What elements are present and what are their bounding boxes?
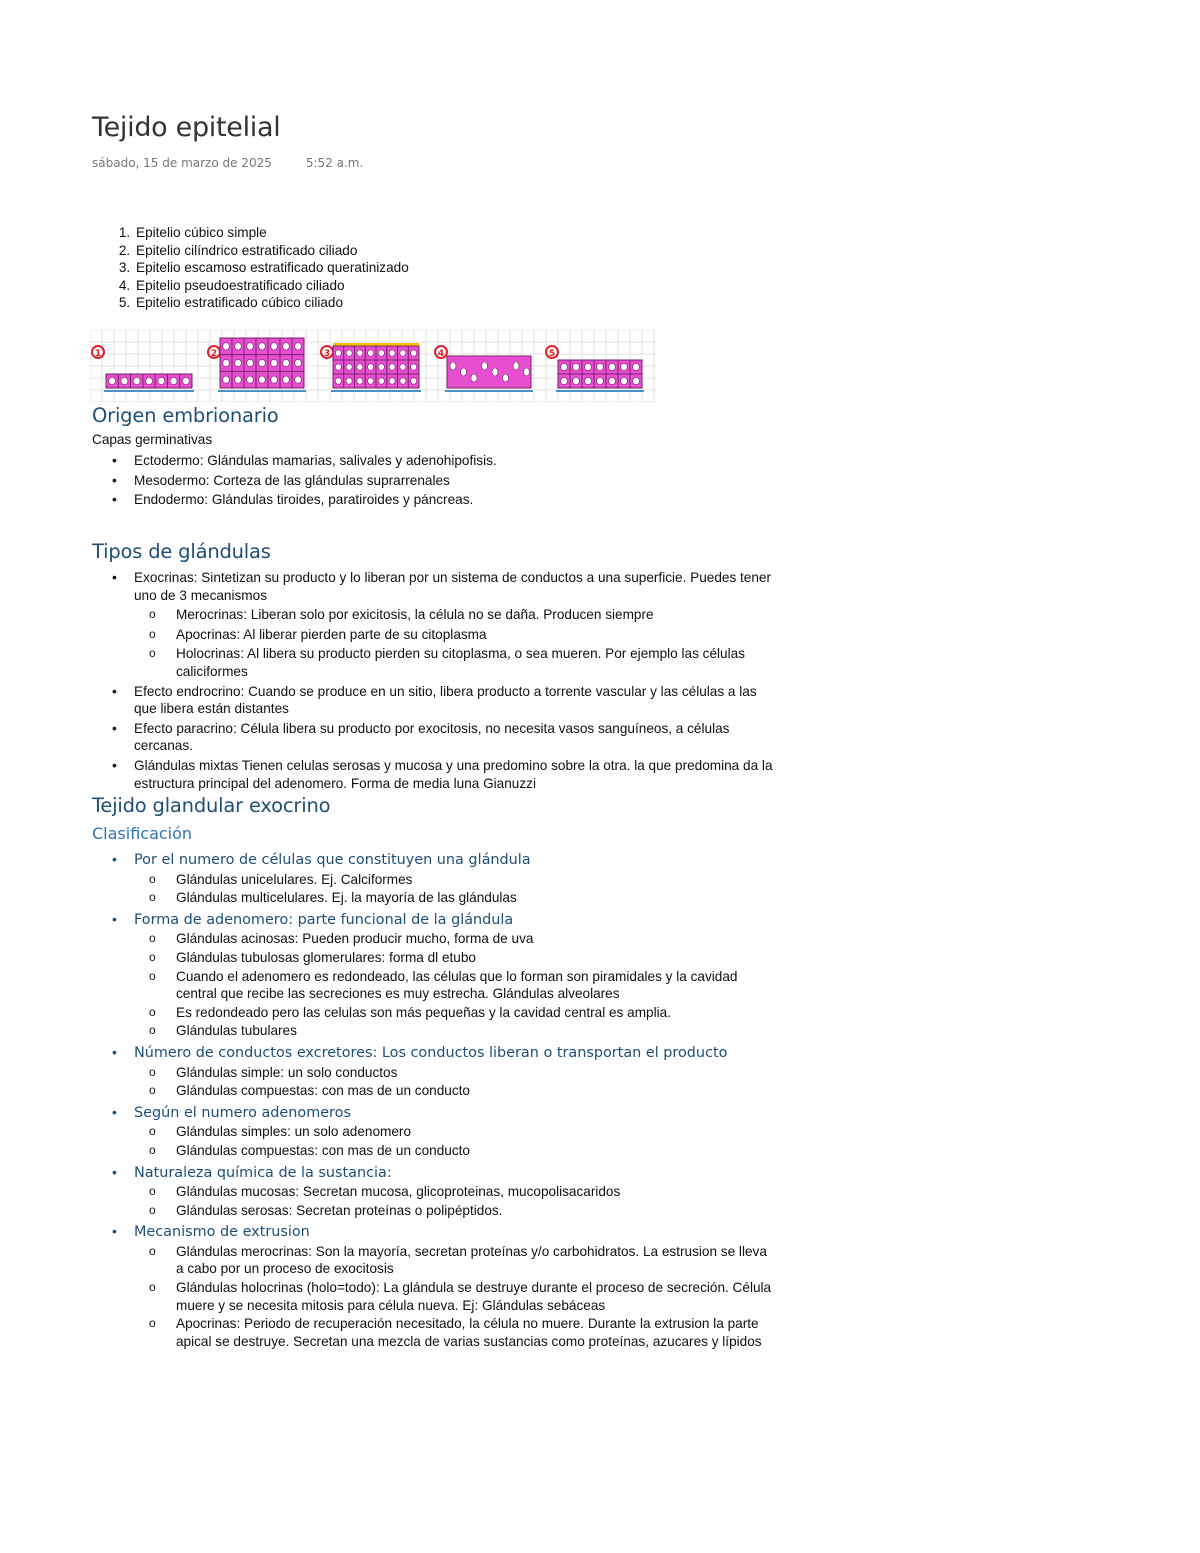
- list-item: • Glándulas mixtas Tienen celulas serosas y mucosa y una predomino sobre la otra. la que predomina da la estructura principal del adenomero. Forma de media luna Gianuzzi: [134, 757, 774, 792]
- sublist-item: o Holocrinas: Al libera su producto pierden su citoplasma, o sea mueren. Por ejemplo las células caliciformes: [176, 645, 774, 680]
- sublist-item: o Es redondeado pero las celulas son más pequeñas y la cavidad central es amplia.: [176, 1004, 774, 1022]
- cell-nucleus: [235, 343, 242, 350]
- page-date: sábado, 15 de marzo de 2025: [92, 156, 272, 170]
- page-timestamp: [92, 156, 363, 170]
- sublist-item: o Apocrinas: Periodo de recuperación necesitado, la célula no muere. Durante la extrusion la parte apical se destruye. Secretan una mezcla de varias sustancias como proteínas, azucares y lípidos: [176, 1315, 774, 1350]
- cell-nucleus: [389, 350, 395, 356]
- figure-marker-label: 5: [548, 349, 556, 359]
- cell-nucleus: [223, 376, 230, 383]
- sublist-item: o Glándulas serosas: Secretan proteínas o polipéptidos.: [176, 1202, 774, 1220]
- page-title: Tejido epitelial: [92, 112, 281, 143]
- group-title: Número de conductos excretores: Los conductos liberan o transportan el producto: [134, 1044, 728, 1061]
- cell-nucleus: [335, 350, 341, 356]
- cell-nucleus: [609, 363, 616, 370]
- cell-nucleus: [524, 368, 530, 376]
- cell-nucleus: [400, 378, 406, 384]
- cell-nucleus: [259, 376, 266, 383]
- cell-nucleus: [471, 374, 477, 382]
- cell-nucleus: [235, 359, 242, 366]
- sublist-item: o Glándulas merocrinas: Son la mayoría, secretan proteínas y/o carbohidratos. La estrusion se lleva a cabo por un proceso de exocitosis: [176, 1243, 774, 1278]
- cell-nucleus: [346, 350, 352, 356]
- sublist-item: o Glándulas simple: un solo conductos: [176, 1064, 774, 1082]
- list-item: • Efecto endrocrino: Cuando se produce en un sitio, libera producto a torrente vascular y las células a las que libera están distantes: [134, 683, 774, 718]
- cell-nucleus: [411, 378, 417, 384]
- cell-nucleus: [283, 343, 290, 350]
- sublist: [134, 930, 774, 1040]
- cell-nucleus: [461, 368, 467, 376]
- sublist-item: o Glándulas tubulosas glomerulares: forma dl etubo: [176, 949, 774, 967]
- cell-nucleus: [335, 364, 341, 370]
- group-title: Mecanismo de extrusion: [134, 1224, 310, 1241]
- cell-nucleus: [585, 363, 592, 370]
- heading-clasificacion: Clasificación: [92, 824, 193, 843]
- cell-nucleus: [295, 359, 302, 366]
- cell-nucleus: [368, 364, 374, 370]
- cell-nucleus: [597, 363, 604, 370]
- figure-marker-label: 3: [323, 349, 331, 359]
- sublist-item: o Glándulas compuestas: con mas de un conducto: [176, 1082, 774, 1100]
- list-item: [134, 1223, 774, 1350]
- list-item: 3. Epitelio escamoso estratificado queratinizado: [134, 259, 409, 277]
- mecanismos-sublist: [134, 606, 774, 680]
- cell-nucleus: [378, 364, 384, 370]
- cell-nucleus: [346, 364, 352, 370]
- cell-nucleus: [609, 377, 616, 384]
- cell-nucleus: [400, 350, 406, 356]
- cell-nucleus: [482, 362, 488, 370]
- sublist: [134, 1064, 774, 1100]
- heading-origen: Origen embrionario: [92, 404, 279, 427]
- group-title: Por el numero de células que constituyen una glándula: [134, 852, 531, 868]
- sublist-item: o Glándulas multicelulares. Ej. la mayoría de las glándulas: [176, 889, 774, 907]
- cell-nucleus: [121, 377, 128, 384]
- cell-nucleus: [450, 362, 456, 370]
- figure-marker-label: 1: [94, 349, 102, 359]
- cell-nucleus: [235, 376, 242, 383]
- sublist-item: o Merocrinas: Liberan solo por exicitosis, la célula no se daña. Producen siempre: [176, 606, 774, 624]
- germ-layers-label: Capas germinativas: [92, 432, 213, 447]
- epithelia-numbered-list: [96, 224, 409, 312]
- cell-nucleus: [633, 363, 640, 370]
- group-title: Naturaleza química de la sustancia:: [134, 1164, 392, 1181]
- cell-nucleus: [283, 376, 290, 383]
- cell-nucleus: [259, 359, 266, 366]
- list-item: [134, 1104, 774, 1160]
- sublist-item: o Glándulas holocrinas (holo=todo): La glándula se destruye durante el proceso de secreción. Célula muere y se necesita mitosis para célula nueva. Ej: Glándulas sebáceas: [176, 1279, 774, 1314]
- list-item: [134, 911, 774, 1040]
- cell-nucleus: [357, 378, 363, 384]
- cell-nucleus: [133, 377, 140, 384]
- heading-tipos: Tipos de glándulas: [92, 540, 271, 563]
- list-item: [134, 1164, 774, 1220]
- cell-nucleus: [368, 350, 374, 356]
- heading-exocrino: Tejido glandular exocrino: [92, 794, 331, 817]
- sublist-item: o Glándulas compuestas: con mas de un conducto: [176, 1142, 774, 1160]
- sublist: [134, 1243, 774, 1351]
- cell-nucleus: [561, 377, 568, 384]
- sublist-item: o Glándulas simples: un solo adenomero: [176, 1123, 774, 1141]
- cell-nucleus: [283, 359, 290, 366]
- list-item: • Efecto paracrino: Célula libera su producto por exocitosis, no necesita vasos sanguíneos, a células cercanas.: [134, 720, 774, 755]
- exocrinas-text: Exocrinas: Sintetizan su producto y lo liberan por un sistema de conductos a una superficie. Puedes tener uno de 3 mecanismos: [134, 570, 772, 603]
- cell-nucleus: [621, 363, 628, 370]
- figure-marker-label: 4: [437, 349, 445, 359]
- cell-nucleus: [271, 343, 278, 350]
- list-item: 2. Epitelio cilíndrico estratificado ciliado: [134, 242, 409, 260]
- list-item: [134, 569, 774, 681]
- cell-nucleus: [621, 377, 628, 384]
- cell-nucleus: [170, 377, 177, 384]
- cell-nucleus: [247, 359, 254, 366]
- sublist-item: o Glándulas mucosas: Secretan mucosa, glicoproteinas, mucopolisacaridos: [176, 1183, 774, 1201]
- cell-nucleus: [247, 343, 254, 350]
- cell-nucleus: [411, 350, 417, 356]
- list-item: • Endodermo: Glándulas tiroides, paratiroides y páncreas.: [134, 491, 497, 509]
- cell-nucleus: [158, 377, 165, 384]
- sublist: [134, 871, 774, 907]
- cell-nucleus: [247, 376, 254, 383]
- cell-nucleus: [513, 362, 519, 370]
- cell-nucleus: [346, 378, 352, 384]
- sublist-item: o Apocrinas: Al liberar pierden parte de su citoplasma: [176, 626, 774, 644]
- cell-nucleus: [146, 377, 153, 384]
- list-item: 1. Epitelio cúbico simple: [134, 224, 409, 242]
- figure-marker-label: 2: [210, 349, 218, 359]
- cell-nucleus: [411, 364, 417, 370]
- sublist-item: o Glándulas tubulares: [176, 1022, 774, 1040]
- cell-nucleus: [295, 343, 302, 350]
- cell-nucleus: [378, 350, 384, 356]
- list-item: [134, 1044, 774, 1100]
- keratin-layer: [333, 343, 419, 346]
- cell-nucleus: [295, 376, 302, 383]
- cell-nucleus: [259, 343, 266, 350]
- cell-nucleus: [389, 378, 395, 384]
- sublist-item: o Cuando el adenomero es redondeado, las células que lo forman son piramidales y la cavidad central que recibe las secreciones es muy estrecha. Glándulas alveolares: [176, 968, 774, 1003]
- tipos-list: [92, 569, 774, 792]
- cell-nucleus: [492, 368, 498, 376]
- list-item: 5. Epitelio estratificado cúbico ciliado: [134, 294, 409, 312]
- cell-nucleus: [223, 343, 230, 350]
- cell-nucleus: [271, 376, 278, 383]
- sublist-item: o Glándulas acinosas: Pueden producir mucho, forma de uva: [176, 930, 774, 948]
- cell-nucleus: [357, 364, 363, 370]
- cell-nucleus: [389, 364, 395, 370]
- origen-list: [92, 452, 497, 511]
- epithelia-illustration: [90, 330, 656, 402]
- cell-nucleus: [573, 377, 580, 384]
- list-item: [134, 851, 774, 907]
- cell-nucleus: [503, 374, 509, 382]
- cell-nucleus: [357, 350, 363, 356]
- clasificacion-list: [92, 851, 774, 1350]
- epithelium-block: [447, 356, 531, 388]
- cell-nucleus: [633, 377, 640, 384]
- group-title: Forma de adenomero: parte funcional de la glándula: [134, 911, 514, 928]
- cell-nucleus: [573, 363, 580, 370]
- list-item: • Mesodermo: Corteza de las glándulas suprarrenales: [134, 472, 497, 490]
- cell-nucleus: [335, 378, 341, 384]
- cell-nucleus: [400, 364, 406, 370]
- cell-nucleus: [561, 363, 568, 370]
- cell-nucleus: [597, 377, 604, 384]
- group-title: Según el numero adenomeros: [134, 1104, 351, 1121]
- cell-nucleus: [585, 377, 592, 384]
- cell-nucleus: [368, 378, 374, 384]
- sublist: [134, 1183, 774, 1219]
- cell-nucleus: [271, 359, 278, 366]
- cell-nucleus: [182, 377, 189, 384]
- cell-nucleus: [109, 377, 116, 384]
- page-time: 5:52 a.m.: [305, 156, 364, 170]
- list-item: 4. Epitelio pseudoestratificado ciliado: [134, 277, 409, 295]
- sublist: [134, 1123, 774, 1159]
- list-item: • Ectodermo: Glándulas mamarias, salivales y adenohipofisis.: [134, 452, 497, 470]
- cell-nucleus: [223, 359, 230, 366]
- cell-nucleus: [378, 378, 384, 384]
- sublist-item: o Glándulas unicelulares. Ej. Calciformes: [176, 871, 774, 889]
